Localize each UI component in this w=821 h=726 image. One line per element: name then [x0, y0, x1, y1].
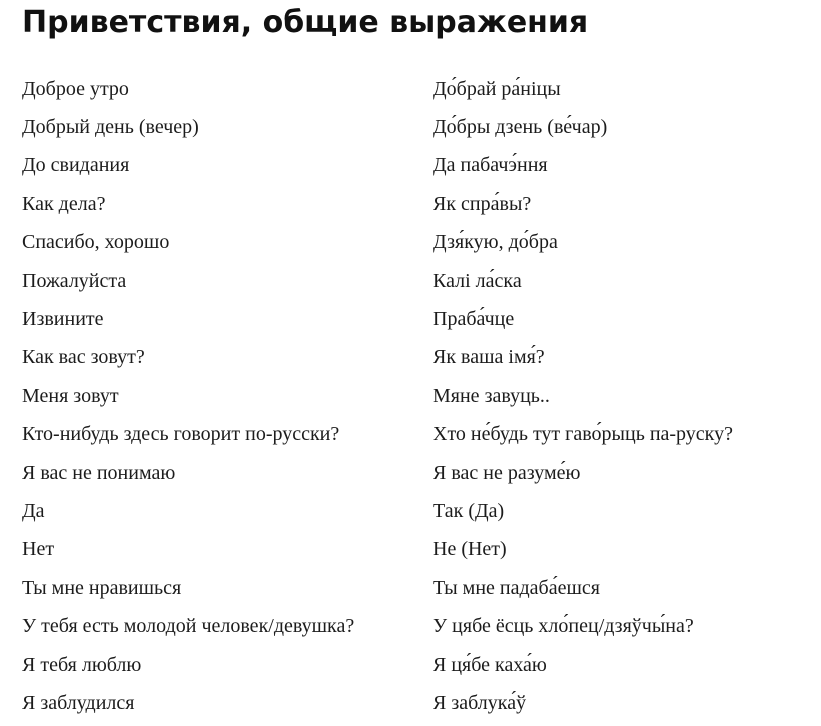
russian-phrase: Я тебя люблю	[22, 653, 142, 676]
belarusian-phrase: До́бры дзень (ве́чар)	[433, 116, 608, 139]
russian-phrase: Ты мне нравишься	[22, 576, 182, 599]
belarusian-phrase: Да пабачэ́ння	[433, 154, 548, 177]
table-row	[0, 224, 821, 262]
table-row	[0, 300, 821, 338]
belarusian-phrase: Калі ла́ска	[433, 269, 522, 292]
table-row	[0, 454, 821, 492]
russian-phrase: Добрый день (вечер)	[22, 116, 199, 139]
table-row	[0, 339, 821, 377]
table-row	[0, 262, 821, 300]
table-row	[0, 646, 821, 684]
table-row	[0, 185, 821, 223]
russian-phrase: Меня зовут	[22, 384, 119, 407]
russian-phrase: Извините	[22, 308, 104, 331]
table-row	[0, 147, 821, 185]
table-row	[0, 607, 821, 645]
russian-phrase: Я заблудился	[22, 691, 135, 714]
table-row	[0, 569, 821, 607]
russian-phrase: Да	[22, 499, 45, 522]
belarusian-phrase: Праба́чце	[433, 308, 515, 331]
russian-phrase: Нет	[22, 538, 55, 561]
table-row	[0, 416, 821, 454]
belarusian-phrase: Хто не́будь тут гаво́рыць па-руску?	[433, 423, 733, 446]
table-row	[0, 377, 821, 415]
belarusian-phrase: До́брай ра́ніцы	[433, 77, 561, 100]
russian-phrase: Как дела?	[22, 192, 106, 215]
belarusian-phrase: Дзя́кую, до́бра	[433, 231, 558, 254]
table-row	[0, 108, 821, 146]
belarusian-phrase: Я ця́бе каха́ю	[433, 653, 547, 676]
russian-phrase: Я вас не понимаю	[22, 461, 176, 484]
russian-phrase: Доброе утро	[22, 77, 129, 100]
table-row	[0, 492, 821, 530]
russian-phrase: До свидания	[22, 154, 130, 177]
belarusian-phrase: Як ваша імя́?	[433, 346, 545, 369]
belarusian-phrase: У цябе ёсць хло́пец/дзяўчы́на?	[433, 615, 694, 638]
russian-phrase: Как вас зовут?	[22, 346, 145, 369]
belarusian-phrase: Я вас не разуме́ю	[433, 461, 581, 484]
belarusian-phrase: Не (Нет)	[433, 538, 507, 561]
russian-phrase: У тебя есть молодой человек/девушка?	[22, 615, 355, 638]
russian-phrase: Пожалуйста	[22, 269, 127, 292]
belarusian-phrase: Так (Да)	[433, 499, 505, 522]
belarusian-phrase: Я заблука́ў	[433, 691, 527, 714]
belarusian-phrase: Мяне завуць..	[433, 384, 550, 407]
belarusian-phrase: Ты мне падаба́ешся	[433, 576, 600, 599]
russian-phrase: Спасибо, хорошо	[22, 231, 170, 254]
table-row	[0, 684, 821, 722]
table-row	[0, 70, 821, 108]
page-title: Приветствия, общие выражения	[22, 5, 589, 40]
russian-phrase: Кто-нибудь здесь говорит по-русски?	[22, 423, 340, 446]
belarusian-phrase: Як спра́вы?	[433, 192, 532, 215]
table-row	[0, 531, 821, 569]
phrase-table	[0, 70, 821, 723]
